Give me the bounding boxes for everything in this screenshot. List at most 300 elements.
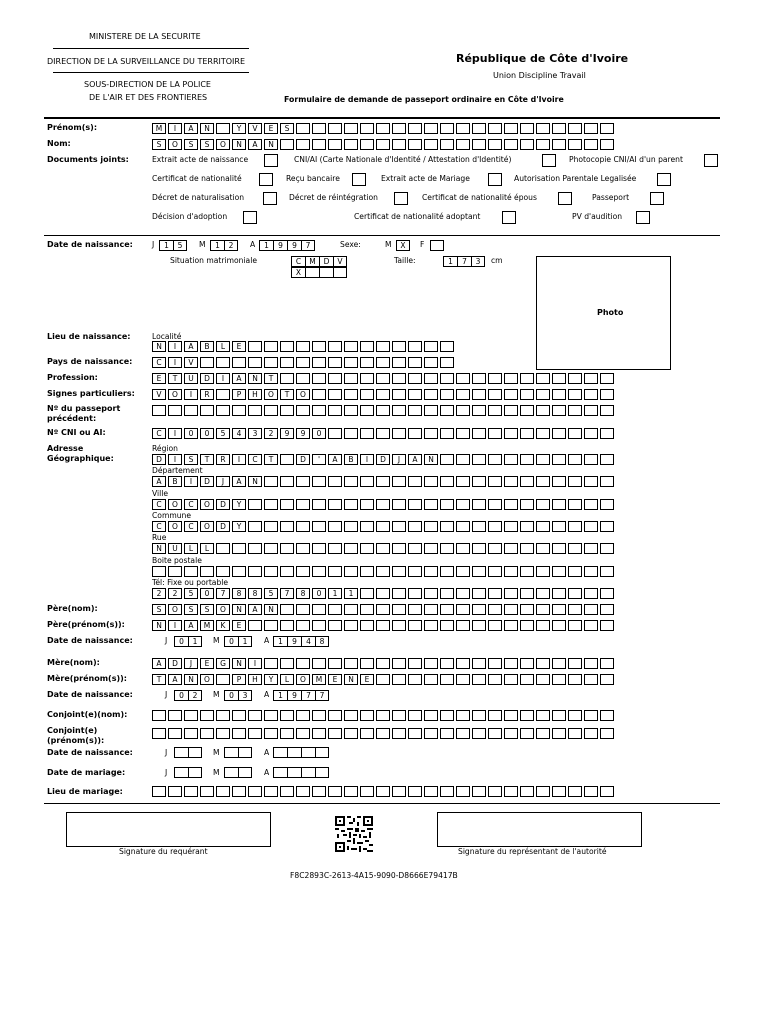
- char-box[interactable]: [392, 357, 406, 368]
- char-box[interactable]: [600, 499, 614, 510]
- char-box[interactable]: [328, 123, 342, 134]
- matrimonial-values[interactable]: [291, 267, 347, 278]
- char-box[interactable]: [568, 728, 582, 739]
- char-box[interactable]: C: [152, 428, 166, 439]
- char-box[interactable]: [440, 658, 454, 669]
- char-box[interactable]: [504, 499, 518, 510]
- mere-month-field[interactable]: [224, 690, 252, 701]
- char-box[interactable]: [344, 566, 358, 577]
- char-box[interactable]: [568, 710, 582, 721]
- conjoint-month-field[interactable]: [224, 747, 252, 758]
- char-box[interactable]: [152, 728, 166, 739]
- char-box[interactable]: [376, 543, 390, 554]
- char-box[interactable]: 0: [200, 428, 214, 439]
- char-box[interactable]: [536, 454, 550, 465]
- char-box[interactable]: [392, 139, 406, 150]
- char-box[interactable]: [344, 405, 358, 416]
- char-box[interactable]: [376, 123, 390, 134]
- char-box[interactable]: [392, 405, 406, 416]
- sex-m-box[interactable]: X: [396, 240, 410, 251]
- char-box[interactable]: M: [152, 123, 166, 134]
- conjoint-year-field[interactable]: [273, 747, 329, 758]
- char-box[interactable]: [408, 588, 422, 599]
- char-box[interactable]: [472, 139, 486, 150]
- doc-checkbox[interactable]: [657, 173, 671, 186]
- char-box[interactable]: N: [184, 674, 198, 685]
- char-box[interactable]: [248, 620, 262, 631]
- char-box[interactable]: [536, 588, 550, 599]
- char-box[interactable]: [328, 658, 342, 669]
- char-box[interactable]: [456, 123, 470, 134]
- char-box[interactable]: [520, 786, 534, 797]
- char-box[interactable]: [472, 566, 486, 577]
- char-box[interactable]: [536, 728, 550, 739]
- char-box[interactable]: [200, 710, 214, 721]
- char-box[interactable]: [273, 767, 287, 778]
- char-box[interactable]: [408, 139, 422, 150]
- char-box[interactable]: K: [216, 620, 230, 631]
- char-box[interactable]: [360, 499, 374, 510]
- char-box[interactable]: [520, 405, 534, 416]
- char-box[interactable]: [488, 428, 502, 439]
- char-box[interactable]: X: [291, 267, 305, 278]
- char-box[interactable]: Y: [232, 521, 246, 532]
- char-box[interactable]: [456, 373, 470, 384]
- char-box[interactable]: [232, 543, 246, 554]
- char-box[interactable]: [488, 389, 502, 400]
- char-box[interactable]: [312, 405, 326, 416]
- char-box[interactable]: [456, 728, 470, 739]
- char-box[interactable]: 1: [273, 636, 287, 647]
- char-box[interactable]: [312, 357, 326, 368]
- char-box[interactable]: [280, 658, 294, 669]
- conjoint-nom-field[interactable]: [152, 710, 616, 721]
- char-box[interactable]: P: [232, 389, 246, 400]
- char-box[interactable]: [408, 710, 422, 721]
- doc-checkbox[interactable]: [542, 154, 556, 167]
- char-box[interactable]: [536, 123, 550, 134]
- char-box[interactable]: [328, 357, 342, 368]
- char-box[interactable]: [376, 620, 390, 631]
- char-box[interactable]: [248, 499, 262, 510]
- char-box[interactable]: [424, 405, 438, 416]
- char-box[interactable]: [376, 566, 390, 577]
- char-box[interactable]: [264, 521, 278, 532]
- char-box[interactable]: [328, 521, 342, 532]
- char-box[interactable]: E: [232, 341, 246, 352]
- char-box[interactable]: [296, 521, 310, 532]
- char-box[interactable]: [408, 728, 422, 739]
- char-box[interactable]: I: [184, 476, 198, 487]
- char-box[interactable]: [424, 620, 438, 631]
- char-box[interactable]: 3: [248, 428, 262, 439]
- char-box[interactable]: O: [200, 674, 214, 685]
- char-box[interactable]: [520, 123, 534, 134]
- char-box[interactable]: [440, 341, 454, 352]
- char-box[interactable]: 5: [173, 240, 187, 251]
- char-box[interactable]: [360, 566, 374, 577]
- char-box[interactable]: 9: [287, 636, 301, 647]
- char-box[interactable]: [408, 674, 422, 685]
- tel-field[interactable]: [152, 588, 616, 599]
- char-box[interactable]: [392, 373, 406, 384]
- char-box[interactable]: [360, 658, 374, 669]
- char-box[interactable]: [216, 357, 230, 368]
- char-box[interactable]: [584, 405, 598, 416]
- char-box[interactable]: [301, 747, 315, 758]
- boite-field[interactable]: [152, 566, 616, 577]
- char-box[interactable]: O: [200, 521, 214, 532]
- char-box[interactable]: [472, 521, 486, 532]
- doc-checkbox[interactable]: [704, 154, 718, 167]
- char-box[interactable]: [184, 786, 198, 797]
- char-box[interactable]: [232, 786, 246, 797]
- char-box[interactable]: [552, 139, 566, 150]
- char-box[interactable]: [536, 405, 550, 416]
- char-box[interactable]: R: [200, 389, 214, 400]
- sex-f-box[interactable]: [430, 240, 444, 251]
- char-box[interactable]: [600, 123, 614, 134]
- char-box[interactable]: [280, 710, 294, 721]
- char-box[interactable]: [376, 389, 390, 400]
- char-box[interactable]: 0: [224, 690, 238, 701]
- char-box[interactable]: [328, 476, 342, 487]
- char-box[interactable]: [408, 357, 422, 368]
- char-box[interactable]: [552, 620, 566, 631]
- char-box[interactable]: [584, 604, 598, 615]
- char-box[interactable]: A: [328, 454, 342, 465]
- char-box[interactable]: 0: [174, 636, 188, 647]
- char-box[interactable]: [344, 786, 358, 797]
- char-box[interactable]: 7: [280, 588, 294, 599]
- pere-month-field[interactable]: [224, 636, 252, 647]
- char-box[interactable]: [424, 476, 438, 487]
- rue-field[interactable]: [152, 543, 616, 554]
- char-box[interactable]: [360, 428, 374, 439]
- char-box[interactable]: [264, 476, 278, 487]
- char-box[interactable]: [280, 139, 294, 150]
- char-box[interactable]: S: [184, 454, 198, 465]
- char-box[interactable]: [424, 710, 438, 721]
- char-box[interactable]: [328, 428, 342, 439]
- char-box[interactable]: [264, 357, 278, 368]
- char-box[interactable]: [440, 373, 454, 384]
- char-box[interactable]: [488, 139, 502, 150]
- char-box[interactable]: [224, 747, 238, 758]
- char-box[interactable]: [392, 604, 406, 615]
- char-box[interactable]: A: [152, 476, 166, 487]
- char-box[interactable]: [360, 341, 374, 352]
- char-box[interactable]: [392, 620, 406, 631]
- char-box[interactable]: [440, 786, 454, 797]
- char-box[interactable]: N: [232, 139, 246, 150]
- char-box[interactable]: [216, 543, 230, 554]
- char-box[interactable]: D: [376, 454, 390, 465]
- char-box[interactable]: S: [152, 139, 166, 150]
- char-box[interactable]: [472, 710, 486, 721]
- char-box[interactable]: [392, 566, 406, 577]
- char-box[interactable]: C: [291, 256, 305, 267]
- char-box[interactable]: [552, 543, 566, 554]
- char-box[interactable]: T: [264, 373, 278, 384]
- char-box[interactable]: [232, 405, 246, 416]
- char-box[interactable]: [472, 373, 486, 384]
- char-box[interactable]: T: [152, 674, 166, 685]
- char-box[interactable]: 0: [312, 588, 326, 599]
- char-box[interactable]: [472, 543, 486, 554]
- char-box[interactable]: P: [232, 674, 246, 685]
- char-box[interactable]: [280, 373, 294, 384]
- char-box[interactable]: [424, 674, 438, 685]
- char-box[interactable]: N: [200, 123, 214, 134]
- char-box[interactable]: [504, 566, 518, 577]
- char-box[interactable]: 2: [188, 690, 202, 701]
- char-box[interactable]: [552, 604, 566, 615]
- char-box[interactable]: [536, 543, 550, 554]
- profession-field[interactable]: [152, 373, 616, 384]
- char-box[interactable]: 0: [174, 690, 188, 701]
- char-box[interactable]: [600, 728, 614, 739]
- char-box[interactable]: [200, 357, 214, 368]
- char-box[interactable]: [296, 658, 310, 669]
- char-box[interactable]: [408, 405, 422, 416]
- char-box[interactable]: [600, 428, 614, 439]
- char-box[interactable]: [408, 123, 422, 134]
- char-box[interactable]: [488, 521, 502, 532]
- char-box[interactable]: [200, 566, 214, 577]
- char-box[interactable]: I: [248, 658, 262, 669]
- char-box[interactable]: [520, 588, 534, 599]
- char-box[interactable]: [504, 454, 518, 465]
- char-box[interactable]: [456, 521, 470, 532]
- localite-field[interactable]: [152, 341, 456, 352]
- char-box[interactable]: 8: [248, 588, 262, 599]
- char-box[interactable]: [280, 604, 294, 615]
- char-box[interactable]: [216, 405, 230, 416]
- char-box[interactable]: [168, 566, 182, 577]
- char-box[interactable]: [280, 566, 294, 577]
- char-box[interactable]: [312, 341, 326, 352]
- char-box[interactable]: [600, 658, 614, 669]
- char-box[interactable]: [440, 454, 454, 465]
- char-box[interactable]: 9: [273, 240, 287, 251]
- char-box[interactable]: [536, 499, 550, 510]
- char-box[interactable]: [472, 620, 486, 631]
- char-box[interactable]: N: [152, 543, 166, 554]
- char-box[interactable]: [568, 373, 582, 384]
- char-box[interactable]: [568, 588, 582, 599]
- char-box[interactable]: [472, 476, 486, 487]
- char-box[interactable]: [504, 428, 518, 439]
- char-box[interactable]: [536, 620, 550, 631]
- char-box[interactable]: A: [184, 341, 198, 352]
- char-box[interactable]: [584, 373, 598, 384]
- char-box[interactable]: V: [248, 123, 262, 134]
- char-box[interactable]: [216, 710, 230, 721]
- char-box[interactable]: [248, 566, 262, 577]
- char-box[interactable]: A: [184, 123, 198, 134]
- char-box[interactable]: [376, 521, 390, 532]
- char-box[interactable]: S: [184, 604, 198, 615]
- char-box[interactable]: [440, 428, 454, 439]
- mariage-year-field[interactable]: [273, 767, 329, 778]
- char-box[interactable]: [152, 786, 166, 797]
- char-box[interactable]: [536, 566, 550, 577]
- conjoint-prenom-field[interactable]: [152, 728, 616, 739]
- char-box[interactable]: E: [232, 620, 246, 631]
- char-box[interactable]: [344, 123, 358, 134]
- char-box[interactable]: [280, 786, 294, 797]
- char-box[interactable]: [488, 604, 502, 615]
- char-box[interactable]: [376, 139, 390, 150]
- char-box[interactable]: [504, 405, 518, 416]
- char-box[interactable]: [287, 747, 301, 758]
- char-box[interactable]: [504, 373, 518, 384]
- char-box[interactable]: [440, 543, 454, 554]
- doc-checkbox[interactable]: [558, 192, 572, 205]
- char-box[interactable]: [504, 543, 518, 554]
- char-box[interactable]: [504, 658, 518, 669]
- char-box[interactable]: [296, 341, 310, 352]
- doc-checkbox[interactable]: [502, 211, 516, 224]
- char-box[interactable]: C: [152, 357, 166, 368]
- char-box[interactable]: O: [216, 139, 230, 150]
- char-box[interactable]: A: [248, 604, 262, 615]
- char-box[interactable]: [504, 389, 518, 400]
- mariage-day-field[interactable]: [174, 767, 202, 778]
- char-box[interactable]: 0: [200, 588, 214, 599]
- char-box[interactable]: [584, 588, 598, 599]
- char-box[interactable]: S: [280, 123, 294, 134]
- pere-year-field[interactable]: [273, 636, 329, 647]
- char-box[interactable]: [376, 674, 390, 685]
- char-box[interactable]: 2: [224, 240, 238, 251]
- char-box[interactable]: 3: [471, 256, 485, 267]
- char-box[interactable]: [392, 341, 406, 352]
- char-box[interactable]: 4: [301, 636, 315, 647]
- cni-field[interactable]: [152, 428, 616, 439]
- mere-prenom-field[interactable]: [152, 674, 616, 685]
- char-box[interactable]: [408, 658, 422, 669]
- char-box[interactable]: [392, 123, 406, 134]
- birth-month-field[interactable]: [210, 240, 238, 251]
- char-box[interactable]: [440, 499, 454, 510]
- char-box[interactable]: [312, 786, 326, 797]
- char-box[interactable]: [520, 566, 534, 577]
- char-box[interactable]: U: [184, 373, 198, 384]
- char-box[interactable]: [392, 521, 406, 532]
- char-box[interactable]: I: [168, 620, 182, 631]
- char-box[interactable]: L: [216, 341, 230, 352]
- char-box[interactable]: [552, 476, 566, 487]
- pere-nom-field[interactable]: [152, 604, 616, 615]
- char-box[interactable]: [568, 658, 582, 669]
- char-box[interactable]: [552, 588, 566, 599]
- char-box[interactable]: [328, 728, 342, 739]
- doc-checkbox[interactable]: [263, 192, 277, 205]
- char-box[interactable]: [584, 428, 598, 439]
- char-box[interactable]: [360, 710, 374, 721]
- doc-checkbox[interactable]: [264, 154, 278, 167]
- char-box[interactable]: [536, 428, 550, 439]
- char-box[interactable]: [152, 566, 166, 577]
- char-box[interactable]: [584, 543, 598, 554]
- char-box[interactable]: 7: [457, 256, 471, 267]
- char-box[interactable]: [424, 373, 438, 384]
- char-box[interactable]: [568, 123, 582, 134]
- char-box[interactable]: [376, 604, 390, 615]
- char-box[interactable]: [584, 710, 598, 721]
- char-box[interactable]: [312, 728, 326, 739]
- char-box[interactable]: [552, 521, 566, 532]
- char-box[interactable]: D: [200, 476, 214, 487]
- char-box[interactable]: [312, 658, 326, 669]
- char-box[interactable]: [456, 674, 470, 685]
- char-box[interactable]: [504, 674, 518, 685]
- char-box[interactable]: 8: [315, 636, 329, 647]
- char-box[interactable]: [328, 405, 342, 416]
- char-box[interactable]: [392, 588, 406, 599]
- char-box[interactable]: [344, 499, 358, 510]
- char-box[interactable]: 9: [287, 690, 301, 701]
- char-box[interactable]: [552, 728, 566, 739]
- char-box[interactable]: [376, 499, 390, 510]
- char-box[interactable]: [536, 139, 550, 150]
- char-box[interactable]: [328, 604, 342, 615]
- char-box[interactable]: [296, 604, 310, 615]
- char-box[interactable]: I: [168, 357, 182, 368]
- char-box[interactable]: A: [248, 139, 262, 150]
- doc-checkbox[interactable]: [394, 192, 408, 205]
- char-box[interactable]: [520, 620, 534, 631]
- char-box[interactable]: [456, 658, 470, 669]
- char-box[interactable]: [392, 710, 406, 721]
- char-box[interactable]: [600, 786, 614, 797]
- char-box[interactable]: A: [184, 620, 198, 631]
- char-box[interactable]: D: [216, 499, 230, 510]
- char-box[interactable]: [456, 428, 470, 439]
- char-box[interactable]: B: [344, 454, 358, 465]
- char-box[interactable]: [536, 658, 550, 669]
- char-box[interactable]: [584, 139, 598, 150]
- char-box[interactable]: [536, 786, 550, 797]
- char-box[interactable]: [328, 786, 342, 797]
- ville-field[interactable]: [152, 499, 616, 510]
- char-box[interactable]: 7: [315, 690, 329, 701]
- char-box[interactable]: [184, 566, 198, 577]
- char-box[interactable]: T: [280, 389, 294, 400]
- char-box[interactable]: [174, 747, 188, 758]
- char-box[interactable]: [296, 710, 310, 721]
- char-box[interactable]: [408, 373, 422, 384]
- char-box[interactable]: [248, 543, 262, 554]
- char-box[interactable]: [488, 499, 502, 510]
- char-box[interactable]: [568, 454, 582, 465]
- char-box[interactable]: O: [168, 139, 182, 150]
- pere-prenom-field[interactable]: [152, 620, 616, 631]
- pere-day-field[interactable]: [174, 636, 202, 647]
- char-box[interactable]: [552, 373, 566, 384]
- char-box[interactable]: [488, 620, 502, 631]
- signes-field[interactable]: [152, 389, 616, 400]
- char-box[interactable]: [328, 566, 342, 577]
- char-box[interactable]: [408, 389, 422, 400]
- char-box[interactable]: 0: [224, 636, 238, 647]
- char-box[interactable]: [536, 389, 550, 400]
- char-box[interactable]: [472, 405, 486, 416]
- char-box[interactable]: E: [152, 373, 166, 384]
- char-box[interactable]: [600, 139, 614, 150]
